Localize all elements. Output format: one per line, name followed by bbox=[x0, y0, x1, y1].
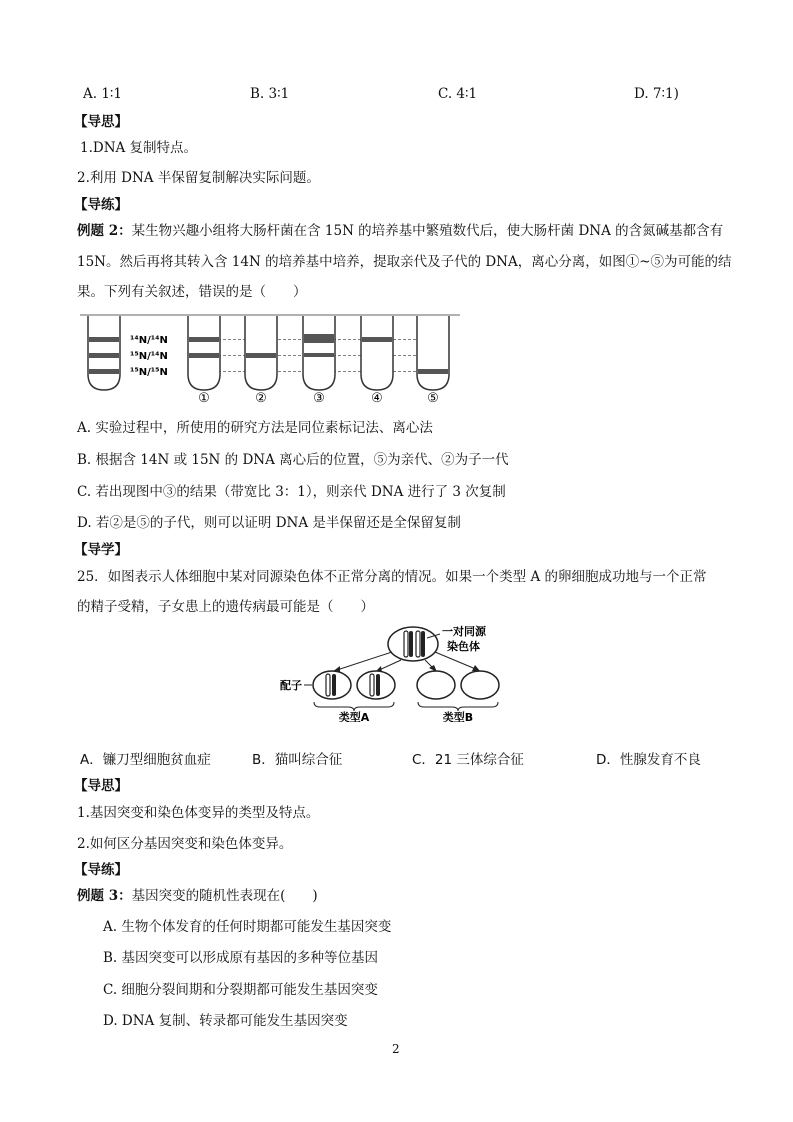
q25-line-2: 的精子受精，子女患上的遗传病最可能是（ ） bbox=[77, 599, 374, 615]
page-number: 2 bbox=[392, 1042, 400, 1056]
tube-number-1: ① bbox=[198, 391, 210, 404]
q25-option-a: A．镰刀型细胞贫血症 bbox=[80, 752, 211, 768]
example3-option-b: B. 基因突变可以形成原有基因的多种等位基因 bbox=[103, 950, 379, 966]
example3-option-d: D. DNA 复制、转录都可能发生基因突变 bbox=[103, 1013, 348, 1029]
q1-option-d: D. 7∶1) bbox=[634, 86, 679, 102]
daolian-heading-2: 【导练】 bbox=[74, 862, 128, 878]
q1-option-b: B. 3∶1 bbox=[250, 86, 290, 102]
label-15n15n: ¹⁵N/¹⁵N bbox=[130, 367, 168, 378]
example2-option-c: C. 若出现图中③的结果（带宽比 3：1），则亲代 DNA 进行了 3 次复制 bbox=[77, 484, 506, 500]
q25-line-1: 25．如图表示人体细胞中某对同源染色体不正常分离的情况。如果一个类型 A 的卵细胞成功地与一个正常 bbox=[77, 569, 707, 585]
label-14n14n: ¹⁴N/¹⁴N bbox=[130, 335, 168, 346]
type-b-label: 类型B bbox=[442, 711, 474, 722]
reference-tube bbox=[88, 316, 120, 390]
tube-number-4: ④ bbox=[371, 391, 383, 404]
example3-stem-line: 例题 3：基因突变的随机性表现在( ) bbox=[77, 888, 318, 904]
example2-option-d: D. 若②是⑤的子代，则可以证明 DNA 是半保留还是全保留复制 bbox=[77, 515, 461, 531]
tube-number-2: ② bbox=[255, 391, 267, 404]
gamete-type-b-2 bbox=[461, 671, 499, 699]
q1-option-a: A. 1∶1 bbox=[83, 86, 123, 102]
type-a-label: 类型A bbox=[338, 711, 370, 722]
daosi-heading-1: 【导思】 bbox=[74, 114, 128, 130]
label-15n14n: ¹⁵N/¹⁴N bbox=[130, 351, 168, 362]
pair-label-line-2: 染色体 bbox=[447, 640, 480, 653]
example2-option-b: B. 根据含 14N 或 15N 的 DNA 离心后的位置，⑤为亲代、②为子一代 bbox=[77, 452, 509, 468]
q25-option-d: D．性腺发育不良 bbox=[596, 752, 701, 768]
tube-2 bbox=[245, 316, 277, 390]
q25-option-b: B．猫叫综合征 bbox=[252, 752, 343, 768]
daosi-item-2-1: 1.基因突变和染色体变异的类型及特点。 bbox=[77, 805, 320, 821]
gamete-label: 配子 bbox=[280, 679, 302, 692]
q25-option-c: C．21 三体综合征 bbox=[412, 752, 524, 768]
gamete-type-b-1 bbox=[417, 671, 455, 699]
q1-option-c: C. 4∶1 bbox=[438, 86, 478, 102]
daosi-item-1-2: 2.利用 DNA 半保留复制解决实际问题。 bbox=[77, 170, 320, 186]
tube-number-3: ③ bbox=[313, 391, 325, 404]
example2-option-a: A. 实验过程中，所使用的研究方法是同位素标记法、离心法 bbox=[77, 420, 433, 436]
tube-number-5: ⑤ bbox=[427, 391, 439, 404]
example3-option-a: A. 生物个体发育的任何时期都可能发生基因突变 bbox=[103, 919, 392, 935]
pair-label-line-1: 一对同源 bbox=[442, 625, 486, 638]
example2-label: 例题 2： bbox=[77, 223, 132, 239]
example2-line-2: 15N。然后再将其转入含 14N 的培养基中培养，提取亲代及子代的 DNA，离心分离，如图①~⑤为可能的结 bbox=[77, 254, 732, 270]
daoxue-heading: 【导学】 bbox=[74, 542, 128, 558]
example2-line-3: 果。下列有关叙述，错误的是（ ） bbox=[77, 284, 307, 300]
tube-3 bbox=[303, 316, 335, 390]
daosi-item-2-2: 2.如何区分基因突变和染色体变异。 bbox=[77, 836, 293, 852]
tube-5 bbox=[417, 316, 449, 390]
centrifuge-tubes-figure bbox=[80, 312, 460, 404]
daosi-item-1-1: 1.DNA 复制特点。 bbox=[80, 140, 198, 156]
tube-1 bbox=[188, 316, 220, 390]
tube-4 bbox=[361, 316, 393, 390]
nondisjunction-figure bbox=[280, 622, 520, 722]
example2-line-1: 例题 2：某生物兴趣小组将大肠杆菌在含 15N 的培养基中繁殖数代后，使大肠杆菌 DNA 的含氮碱基都含有 bbox=[77, 223, 724, 239]
daolian-heading-1: 【导练】 bbox=[74, 197, 128, 213]
example3-option-c: C. 细胞分裂间期和分裂期都可能发生基因突变 bbox=[103, 982, 378, 998]
daosi-heading-2: 【导思】 bbox=[74, 778, 128, 794]
example3-label: 例题 3： bbox=[77, 888, 132, 904]
